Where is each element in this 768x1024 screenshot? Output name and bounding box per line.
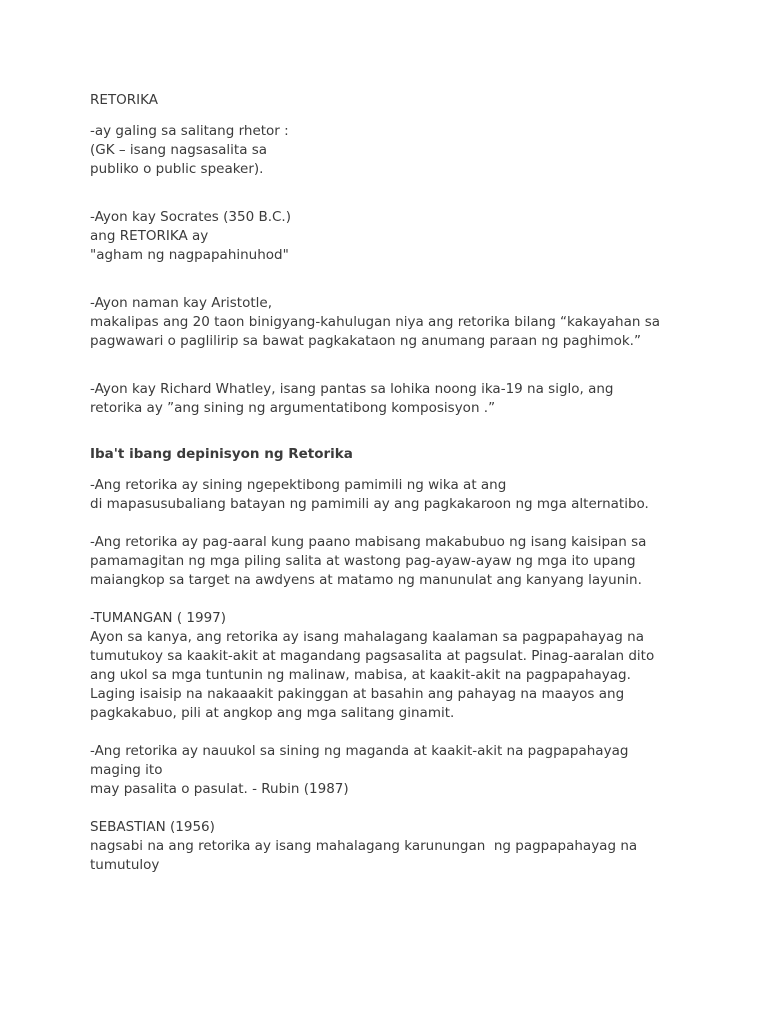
whatley-line: retorika ay ”ang sining ng argumentatibong komposisyon .” [90,400,496,416]
document-body [90,91,690,875]
definition-line: -Ang retorika ay sining ngepektibong pamimili ng wika at ang [90,477,507,493]
sebastian-paragraph [90,818,690,875]
aristotle-line: -Ayon naman kay Aristotle, [90,295,272,311]
section-heading: Iba't ibang depinisyon ng Retorika [90,446,353,462]
sebastian-line: SEBASTIAN (1956) [90,819,215,835]
intro-line: (GK – isang nagsasalita sa [90,142,268,158]
whatley-line: -Ayon kay Richard Whatley, isang pantas sa lohika noong ika-19 na siglo, ang [90,381,614,397]
document-title: RETORIKA [90,92,158,108]
socrates-line: -Ayon kay Socrates (350 B.C.) [90,209,291,225]
sebastian-line: tumutuloy [90,857,160,873]
tumangan-line: pagkakabuo, pili at angkop ang mga salitang ginamit. [90,705,455,721]
socrates-line: "agham ng nagpapahinuhod" [90,247,289,263]
rubin-line: may pasalita o pasulat. - Rubin (1987) [90,781,349,797]
definition-line: maiangkop sa target na awdyens at matamo ng manunulat ang kanyang layunin. [90,572,642,588]
aristotle-line: makalipas ang 20 taon binigyang-kahulugan niya ang retorika bilang “kakayahan sa [90,314,661,330]
intro-paragraph [90,122,690,179]
whatley-paragraph [90,380,690,418]
definition-line: -Ang retorika ay pag-aaral kung paano mabisang makabubuo ng isang kaisipan sa [90,534,647,550]
rubin-paragraph [90,742,690,799]
rubin-line: -Ang retorika ay nauukol sa sining ng maganda at kaakit-akit na pagpapahayag [90,743,629,759]
sebastian-line: nagsabi na ang retorika ay isang mahalagang karunungan ng pagpapahayag na [90,838,638,854]
intro-line: -ay galing sa salitang rhetor : [90,123,289,139]
tumangan-line: ang ukol sa mga tuntunin ng malinaw, mabisa, at kaakit-akit na pagpapahayag. [90,667,631,683]
rubin-line: maging ito [90,762,163,778]
tumangan-paragraph [90,609,690,723]
aristotle-line: pagwawari o paglilirip sa bawat pagkakataon ng anumang paraan ng paghimok.” [90,333,641,349]
definition-line: pamamagitan ng mga piling salita at wastong pag-ayaw-ayaw ng mga ito upang [90,553,636,569]
definition-paragraph [90,476,690,514]
aristotle-paragraph [90,294,690,351]
definition-line: di mapasusubaliang batayan ng pamimili ay ang pagkakaroon ng mga alternatibo. [90,496,649,512]
tumangan-line: -TUMANGAN ( 1997) [90,610,227,626]
definition-paragraph [90,533,690,590]
intro-line: publiko o public speaker). [90,161,264,177]
socrates-line: ang RETORIKA ay [90,228,209,244]
tumangan-line: Ayon sa kanya, ang retorika ay isang mahalagang kaalaman sa pagpapahayag na [90,629,644,645]
tumangan-line: tumutukoy sa kaakit-akit at magandang pagsasalita at pagsulat. Pinag-aaralan dito [90,648,655,664]
tumangan-line: Laging isaisip na nakaaakit pakinggan at basahin ang pahayag na maayos ang [90,686,625,702]
socrates-paragraph [90,208,690,265]
